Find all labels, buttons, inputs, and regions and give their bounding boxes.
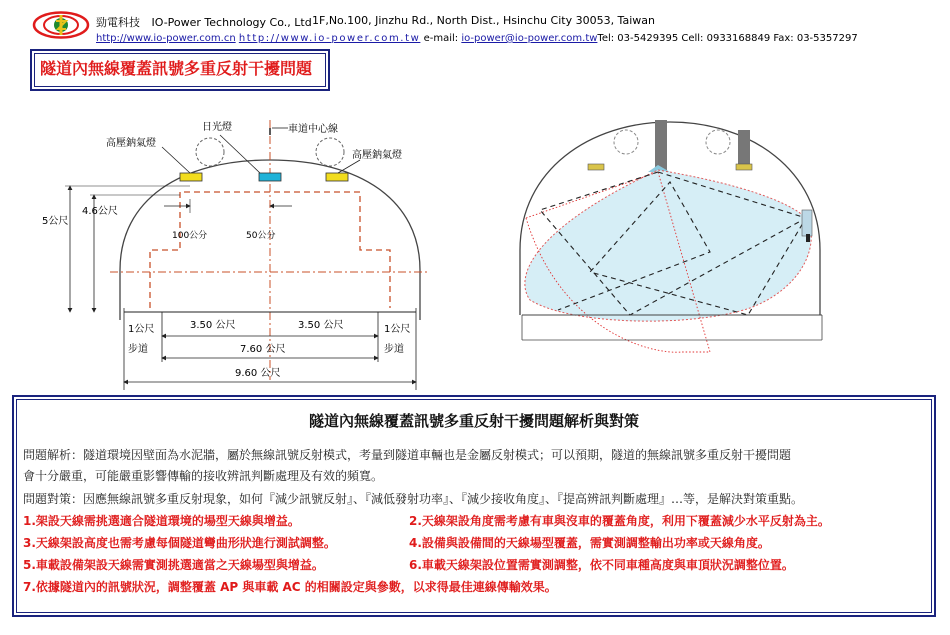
email-link[interactable]: io-power@io-power.com.tw xyxy=(461,33,598,44)
center-line-label: 車道中心線 xyxy=(288,124,338,135)
url-cn-link[interactable]: http://www.io-power.com.cn xyxy=(96,33,236,44)
signal-reflection-diagram xyxy=(520,120,822,352)
point-7: 7.依據隧道內的訊號狀況，調整覆蓋 AP 與車載 AC 的相關設定與參數，以求得最佳連線傳輸效果。 xyxy=(23,580,557,594)
analysis-text-2: 會十分嚴重，可能嚴重影響傳輸的接收辨訊判斷處理及有效的頻寬。 xyxy=(23,469,384,483)
letterhead xyxy=(0,0,950,50)
company-address: 1F,No.100, Jinzhu Rd., North Dist., Hsinchu City 30053, Taiwan xyxy=(312,14,655,27)
tunnel-diagrams xyxy=(30,100,930,395)
url-tw-link[interactable]: http://www.io-power.com.tw xyxy=(238,33,421,44)
point-2: 2.天線架設角度需考慮有車與沒車的覆蓋角度，利用下覆蓋減少水平反射為主。 xyxy=(409,514,830,528)
point-4: 4.設備與設備間的天線場型覆蓋，需實測調整輸出功率或天線角度。 xyxy=(409,536,770,550)
sidewalk-left-width: 1公尺 xyxy=(128,324,155,335)
page-title-box xyxy=(30,49,330,91)
analysis-box xyxy=(12,395,936,617)
company-cn: 勁電科技 xyxy=(96,16,140,29)
analysis-title: 隧道內無線覆蓋訊號多重反射干擾問題解析與對策 xyxy=(308,412,639,430)
page-title: 隧道內無線覆蓋訊號多重反射干擾問題 xyxy=(34,53,326,87)
width-960-label: 9.60 公尺 xyxy=(235,368,281,379)
company-en: IO-Power Technology Co., Ltd xyxy=(151,16,312,29)
gap-100cm-label: 100公分 xyxy=(172,231,208,241)
lane-right-width: 3.50 公尺 xyxy=(298,320,344,331)
sidewalk-right-label: 步道 xyxy=(384,344,404,355)
sodium-lamp-left-label: 高壓鈉氣燈 xyxy=(106,138,156,149)
strategy-text: 問題對策：因應無線訊號多重反射現象，如何『減少訊號反射』、『減低發射功率』、『減少接收角度』、『提高辨訊判斷處理』…等，是解決對策重點。 xyxy=(23,492,804,506)
daylight-lamp-label: 日光燈 xyxy=(202,122,232,133)
gap-50cm-label: 50公分 xyxy=(246,231,276,241)
height-5m-label: 5公尺 xyxy=(42,216,69,227)
sidewalk-left-label: 步道 xyxy=(128,344,148,355)
tunnel-cross-section xyxy=(42,120,428,390)
email-label: e-mail: xyxy=(423,33,459,44)
point-5: 5.車載設備架設天線需實測挑選適當之天線場型與增益。 xyxy=(23,558,324,572)
contact-line xyxy=(96,33,858,44)
width-760-label: 7.60 公尺 xyxy=(240,344,286,355)
company-line xyxy=(96,14,655,30)
sidewalk-right-width: 1公尺 xyxy=(384,324,411,335)
analysis-text-1: 問題解析：隧道環境因壁面為水泥牆，屬於無線訊號反射模式，考量到隧道車輛也是金屬反射模式；可以預期，隧道的無線訊號多重反射干擾問題 xyxy=(23,448,792,462)
point-1: 1.架設天線需挑選適合隧道環境的場型天線與增益。 xyxy=(23,514,300,528)
phone-numbers: Tel: 03-5429395 Cell: 0933168849 Fax: 03-5357297 xyxy=(597,33,858,44)
point-3: 3.天線架設高度也需考慮每個隧道彎曲形狀進行測試調整。 xyxy=(23,536,336,550)
point-6: 6.車載天線架設位置需實測調整，依不同車種高度與車頂狀況調整位置。 xyxy=(409,558,794,572)
lane-left-width: 3.50 公尺 xyxy=(190,320,236,331)
analysis-inner xyxy=(16,399,932,613)
sodium-lamp-right-label: 高壓鈉氣燈 xyxy=(352,150,402,161)
company-logo-icon xyxy=(32,11,90,39)
height-46m-label: 4.6公尺 xyxy=(82,206,118,217)
